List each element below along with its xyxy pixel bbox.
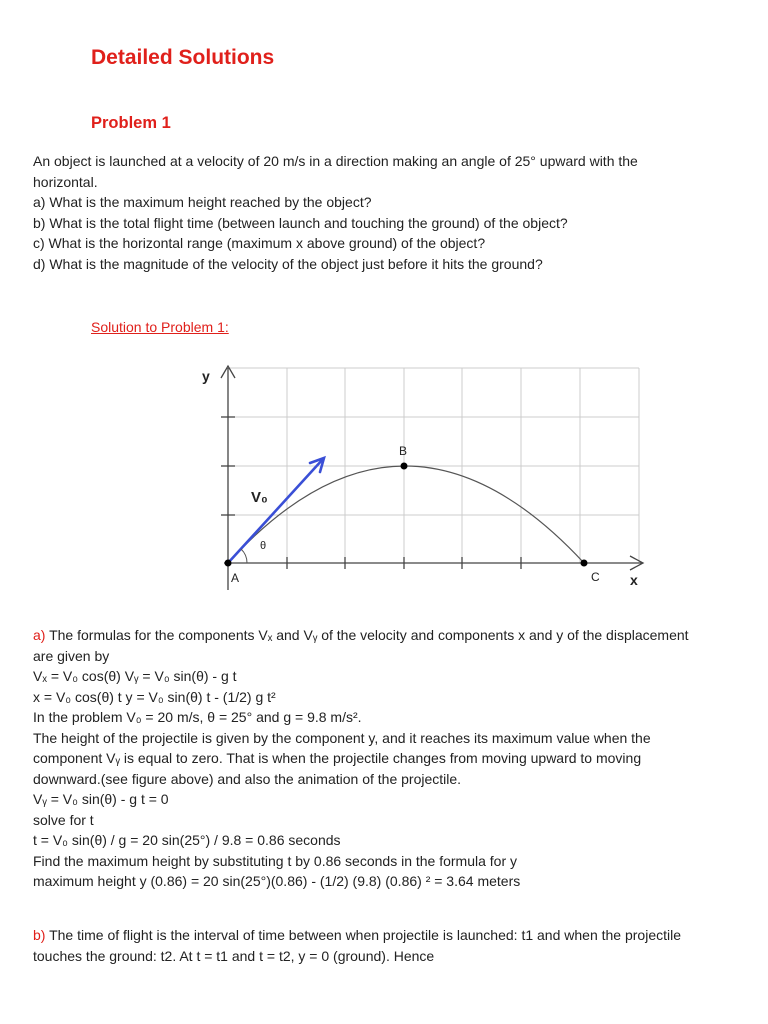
part-a-line: component Vᵧ is equal to zero. That is when the projectile changes from moving upward to moving [33, 750, 642, 766]
problem-line: An object is launched at a velocity of 20 m/s in a direction making an angle of 25° upward with the [33, 153, 638, 169]
angle-label: θ [260, 540, 267, 552]
point-a-label: A [231, 571, 240, 585]
question-c: c) What is the horizontal range (maximum x above ground) of the object? [33, 235, 486, 251]
part-b-line: The time of flight is the interval of time between when projectile is launched: t1 and when the projectile [45, 927, 681, 943]
equation-max-height: maximum height y (0.86) = 20 sin(25°)(0.86) - (1/2) (9.8) (0.86) ² = 3.64 meters [33, 873, 521, 889]
part-a-line: The height of the projectile is given by the component y, and it reaches its maximum value when the [33, 730, 651, 746]
part-a-line: In the problem V₀ = 20 m/s, θ = 25° and g = 9.8 m/s². [33, 709, 362, 725]
equation-t: t = V₀ sin(θ) / g = 20 sin(25°) / 9.8 = 0.86 seconds [33, 832, 341, 848]
part-a-marker: a) [33, 627, 46, 643]
formula-displacement: x = V₀ cos(θ) t y = V₀ sin(θ) t - (1/2) g t² [33, 689, 276, 705]
question-a: a) What is the maximum height reached by the object? [33, 194, 372, 210]
point-b [401, 463, 408, 470]
formula-velocity: Vₓ = V₀ cos(θ) Vᵧ = V₀ sin(θ) - g t [33, 668, 237, 684]
question-d: d) What is the magnitude of the velocity of the object just before it hits the ground? [33, 256, 543, 272]
solution-link[interactable]: Solution to Problem 1: [91, 319, 229, 335]
point-c-label: C [591, 570, 600, 584]
y-axis-label: y [202, 368, 210, 384]
x-axis-label: x [630, 572, 638, 588]
vector-label: V₀ [251, 489, 268, 506]
angle-arc [241, 549, 247, 563]
question-b: b) What is the total flight time (between launch and touching the ground) of the object? [33, 215, 568, 231]
point-b-label: B [399, 444, 408, 458]
document-title: Detailed Solutions [91, 46, 275, 69]
part-b-intro [33, 925, 681, 946]
part-a-line: The formulas for the components Vₓ and Vᵧ of the velocity and components x and y of the displacement [45, 627, 689, 643]
point-a [225, 560, 232, 567]
velocity-vector [228, 458, 324, 563]
grid [228, 368, 639, 563]
part-a-line: Find the maximum height by substituting t by 0.86 seconds in the formula for y [33, 853, 518, 869]
problem-line: horizontal. [33, 174, 98, 190]
part-b-line: touches the ground: t2. At t = t1 and t = t2, y = 0 (ground). Hence [33, 948, 435, 964]
part-a-line: are given by [33, 648, 110, 664]
projectile-figure [190, 360, 660, 595]
part-a-line: downward.(see figure above) and also the animation of the projectile. [33, 771, 462, 787]
equation-vy-zero: Vᵧ = V₀ sin(θ) - g t = 0 [33, 791, 169, 807]
problem-title: Problem 1 [91, 114, 171, 132]
part-a-intro [33, 625, 689, 646]
point-c [581, 560, 588, 567]
part-b-marker: b) [33, 927, 46, 943]
part-a-line: solve for t [33, 812, 94, 828]
